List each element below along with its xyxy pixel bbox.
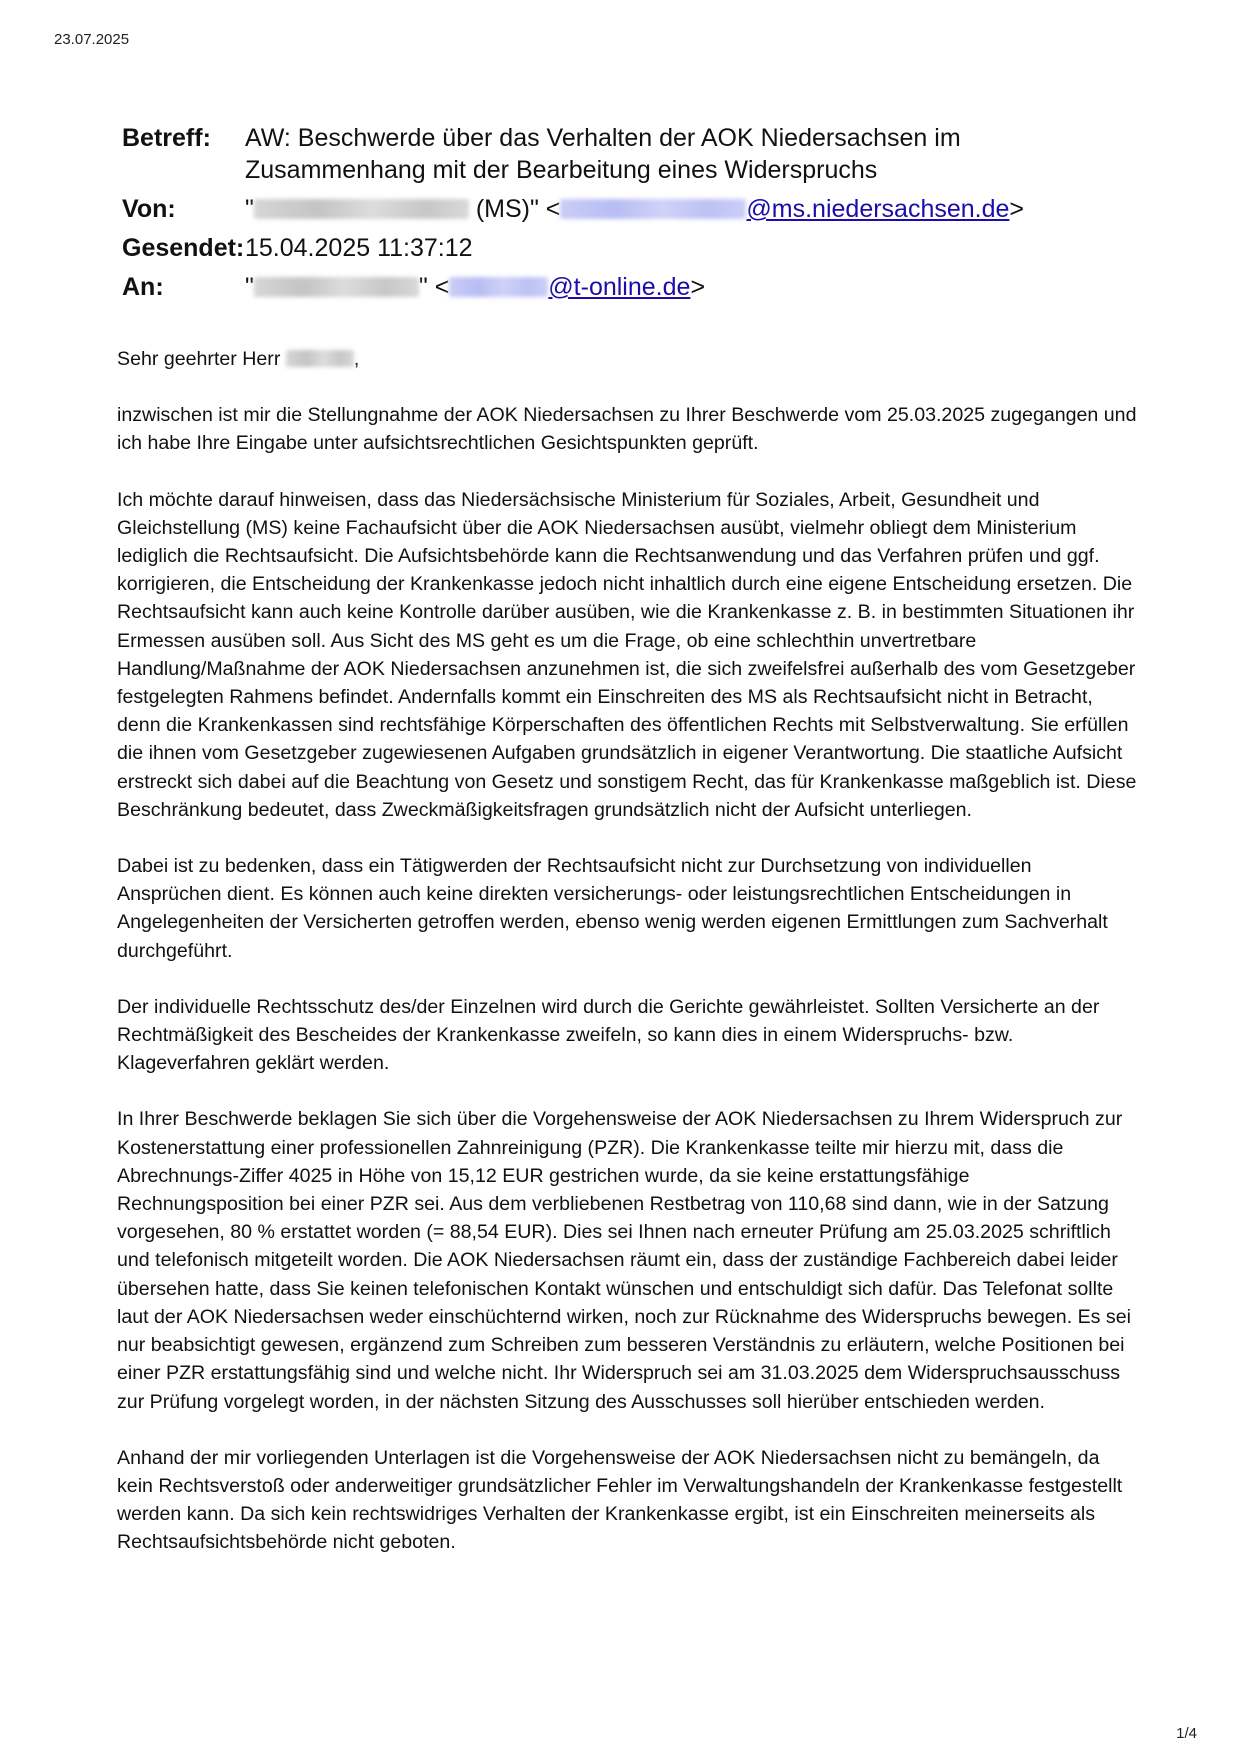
greeting-suffix: , [353,348,360,370]
subject-row [122,122,1142,186]
from-name-suffix: (MS)" [475,195,539,223]
paragraph-6: Anhand der mir vorliegenden Unterlagen ist die Vorgehensweise der AOK Niedersachsen nicht zu bemängeln, da kein Rechtsverstoß oder anderweitiger grundsätzlicher Fehler im Verwaltungshandeln der Krankenkasse festgestellt werden kann. Da sich kein rechtswidriges Verhalten der Krankenkasse ergibt, ist ein Einschreiten meinerseits als Rechtsaufsichtsbehörde nicht geboten. [117,1446,1123,1554]
to-name-suffix: " [418,273,428,301]
recipient-email-link[interactable]: @t-online.de [548,273,691,301]
from-value: " (MS)" < @ms.niedersachsen.de> [245,195,1025,223]
from-row [122,193,1142,225]
email-body [117,345,1137,1585]
redacted-recipient-name [254,277,419,297]
redacted-sender-email [560,199,746,219]
redacted-sender-name [254,199,469,219]
sender-email-link[interactable]: @ms.niedersachsen.de [746,195,1010,223]
from-label: Von: [122,195,176,223]
sent-row [122,232,1142,264]
email-header [122,122,1142,310]
sent-value: 15.04.2025 11:37:12 [245,234,473,262]
page-number: 1/4 [1176,1725,1197,1742]
paragraph-5: In Ihrer Beschwerde beklagen Sie sich über die Vorgehensweise der AOK Niedersachsen zu Ihrem Widerspruch zur Kostenerstattung einer professionellen Zahnreinigung (PZR). Die Krankenkasse teilte mir hierzu mit, dass die Abrechnungs-Ziffer 4025 in Höhe von 15,12 EUR gestrichen wurde, da sie keine erstattungsfähige Rechnungsposition bei einer PZR sei. Aus dem verbliebenen Restbetrag von 110,68 sind dann, wie in der Satzung vorgesehen, 80 % erstattet worden (= 88,54 EUR). Dies sei Ihnen nach erneuter Prüfung am 25.03.2025 schriftlich und telefonisch mitgeteilt worden. Die AOK Niedersachsen räumt ein, dass der zuständige Fachbereich dabei leider übersehen hatte, dass Sie keinen telefonischen Kontakt wünschen und entschuldigt sich dafür. Das Telefonat sollte laut der AOK Niedersachsen weder einschüchternd wirken, noch zur Rücknahme des Widerspruchs bewegen. Es sei nur beabsichtigt gewesen, ergänzend zum Schreiben zum besseren Verständnis zu erläutern, welche Positionen bei einer PZR erstattungsfähig sind und welche nicht. Ihr Widerspruch sei am 31.03.2025 dem Widerspruchsausschuss zur Prüfung vorgelegt worden, in der nächsten Sitzung des Ausschusses soll hierüber entschieden werden. [117,1108,1131,1413]
paragraph-1: inzwischen ist mir die Stellungnahme der AOK Niedersachsen zu Ihrer Beschwerde vom 25.03.2025 zugegangen und ich habe Ihre Eingabe unter aufsichtsrechtlichen Gesichtspunkten geprüft. [117,404,1137,455]
subject-label: Betreff: [122,124,211,152]
subject-value: AW: Beschwerde über das Verhalten der AOK Niedersachsen im Zusammenhang mit der Bearbeitung eines Widerspruchs [245,124,961,184]
paragraph-2: Ich möchte darauf hinweisen, dass das Niedersächsische Ministerium für Soziales, Arbeit, Gesundheit und Gleichstellung (MS) keine Fachaufsicht über die AOK Niedersachsen ausübt, vielmehr obliegt dem Ministerium lediglich die Rechtsaufsicht. Die Aufsichtsbehörde kann die Rechtsanwendung und das Verfahren prüfen und ggf. korrigieren, die Entscheidung der Krankenkasse jedoch nicht inhaltlich durch eine eigene Entscheidung ersetzen. Die Rechtsaufsicht kann auch keine Kontrolle darüber ausüben, wie die Krankenkasse z. B. in bestimmten Situationen ihr Ermessen ausüben soll. Aus Sicht des MS geht es um die Frage, ob eine schlechthin unvertretbare Handlung/Maßnahme der AOK Niedersachsen anzunehmen ist, die sich zweifelsfrei außerhalb des vom Gesetzgeber festgelegten Rahmens befindet. Andernfalls kommt ein Einschreiten des MS als Rechtsaufsicht nicht in Betracht, denn die Krankenkassen sind rechtsfähige Körperschaften des öffentlichen Rechts mit Selbstverwaltung. Sie erfüllen die ihnen vom Gesetzgeber zugewiesenen Aufgaben grundsätzlich in eigener Verantwortung. Die staatliche Aufsicht erstreckt sich dabei auf die Beachtung von Gesetz und sonstigem Recht, das für Krankenkasse maßgeblich ist. Diese Beschränkung bedeutet, dass Zweckmäßigkeitsfragen grundsätzlich nicht der Aufsicht unterliegen. [117,488,1137,821]
greeting-prefix: Sehr geehrter Herr [117,348,281,370]
paragraph-3: Dabei ist zu bedenken, dass ein Tätigwerden der Rechtsaufsicht nicht zur Durchsetzung von individuellen Ansprüchen dient. Es können auch keine direkten versicherungs- oder leistungsrechtlichen Entscheidungen in Angelegenheiten der Versicherten getroffen werden, ebenso wenig werden eigenen Ermittlungen zum Sachverhalt durchgeführt. [117,855,1108,962]
sent-label: Gesendet: [122,234,245,262]
paragraph-4: Der individuelle Rechtsschutz des/der Einzelnen wird durch die Gerichte gewährleistet. Sollten Versicherte an der Rechtmäßigkeit des Bescheides der Krankenkasse zweifeln, so kann dies in einem Widerspruchs- bzw. Klageverfahren geklärt werden. [117,995,1100,1075]
print-date: 23.07.2025 [54,31,130,48]
to-label: An: [122,273,164,301]
redacted-recipient-email [449,277,548,297]
to-value: " " < @t-online.de> [245,273,706,301]
greeting [117,345,1137,373]
to-row [122,271,1142,303]
redacted-recipient-surname [286,350,354,367]
